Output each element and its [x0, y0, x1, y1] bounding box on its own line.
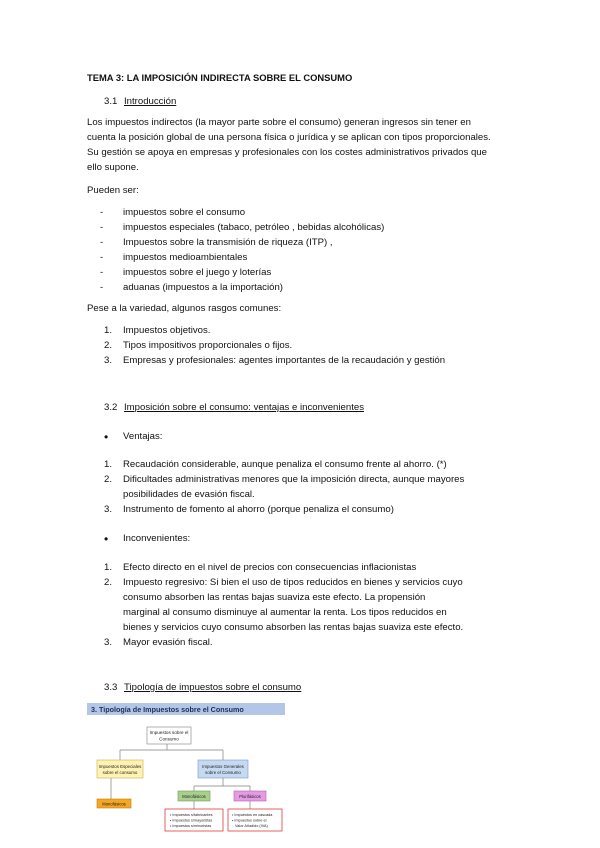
root-label: Consumo	[159, 736, 179, 742]
text-line: cuenta la posición global de una persona física o jurídica y se aplican con tipos proporcionales.	[87, 132, 491, 143]
text-line: ello supone.	[87, 162, 139, 173]
especiales-node	[97, 760, 143, 778]
section-number: 3.1	[104, 96, 118, 107]
section-number: 3.2	[104, 402, 118, 413]
especiales-monofasicos-label: Monofásicos	[102, 801, 126, 807]
monofasicos-item: • Impuestos s/fabricantes	[170, 813, 213, 817]
especiales-label: sobre el consumo	[102, 770, 138, 775]
section-3-1-heading	[104, 96, 176, 108]
plurifasicos-label: Plurifásicos	[239, 793, 261, 799]
section-3-2-heading	[104, 402, 364, 414]
rasgos-intro: Pese a la variedad, algunos rasgos comunes:	[87, 303, 282, 314]
root-label: Impuestos sobre el	[149, 730, 189, 735]
plurifasicos-item: • Impuestos en cascada	[232, 813, 273, 817]
generales-label: Impuestos Generales	[202, 764, 244, 769]
plurifasicos-item: • Impuestos sobre el	[232, 818, 267, 823]
monofasicos-label: Monofásicos	[182, 793, 206, 799]
document-title: TEMA 3: LA IMPOSICIÓN INDIRECTA SOBRE EL CONSUMO	[87, 72, 353, 83]
monofasicos-item: • Impuestos s/mayoristas	[170, 818, 213, 823]
section-number: 3.3	[104, 682, 118, 693]
especiales-label: Impuestos Especiales	[98, 764, 142, 769]
section-title: Imposición sobre el consumo: ventajas e inconvenientes	[124, 402, 364, 413]
monofasicos-item: • Impuestos s/minoristas	[170, 824, 212, 828]
plurifasicos-item: Valor Añadido (IVA)	[235, 824, 268, 828]
text-line: Su gestión se apoya en empresas y profesionales con los costes administrativos privados que	[87, 147, 487, 158]
tax-typology-diagram	[87, 703, 287, 835]
section-3-3-heading	[104, 682, 301, 694]
generales-label: sobre el Consumo	[205, 770, 241, 775]
pueden-ser-label: Pueden ser:	[87, 185, 139, 196]
section-title: Tipología de impuestos sobre el consumo	[124, 682, 302, 693]
section-title: Introducción	[124, 96, 177, 107]
diagram-header: 3. Tipología de Impuestos sobre el Consumo	[91, 705, 244, 714]
generales-node	[198, 760, 248, 778]
text-line: Los impuestos indirectos (la mayor parte sobre el consumo) generan ingresos sin tener en	[87, 117, 471, 128]
